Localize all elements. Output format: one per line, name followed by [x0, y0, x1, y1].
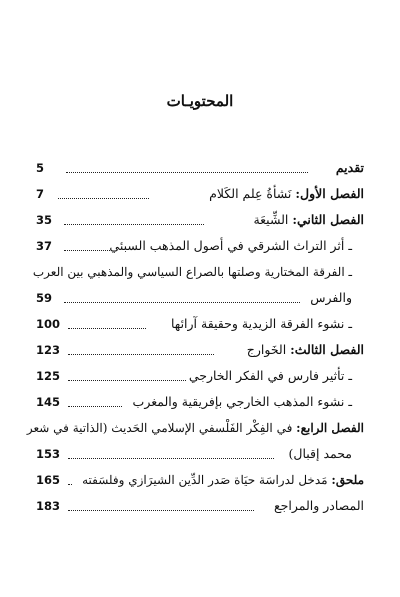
chapter-title: في الفِكْر الفَلْسفي الإسلامي الحَديث (الذاتية في شعر: [26, 421, 293, 435]
toc-page-number: 100: [36, 317, 61, 331]
toc-entry-label: المصادر والمراجع: [273, 498, 364, 513]
toc-page-number: 145: [36, 395, 61, 409]
page-title: المحتويـات: [166, 92, 234, 110]
toc-entry-label: [82, 470, 364, 490]
toc-page-number: 125: [36, 369, 61, 383]
toc-page-number: 123: [36, 343, 61, 357]
toc-entry: [36, 184, 364, 204]
leader-dots: [68, 328, 146, 329]
toc-entry-label: تقديم: [335, 160, 364, 175]
toc-page-number: 7: [36, 187, 45, 201]
toc-entry-label: [253, 210, 364, 230]
toc-entry: [36, 496, 364, 516]
leader-dots: [68, 354, 214, 355]
toc-page-number: 183: [36, 499, 61, 513]
toc-entry-label: محمد إقبال): [288, 446, 352, 461]
toc-page-number: 35: [36, 213, 53, 227]
toc-entry: [36, 236, 364, 256]
chapter-title: الخَوارج: [246, 342, 287, 357]
toc-entry-label: ـ الفرقة المختارية وصلتها بالصراع السياسي والمذهبي بين العرب: [32, 265, 352, 279]
chapter-heading: الفصل الرابع:: [296, 421, 364, 435]
leader-dots: [64, 302, 300, 303]
toc-entry: [36, 366, 364, 386]
toc-entry-label: ـ نشوء المذهب الخارجي بإفريقية والمغرب: [132, 394, 352, 409]
toc-page-number: 5: [36, 161, 45, 175]
chapter-title: نَشأةُ عِلم الكَلام: [209, 186, 292, 201]
toc-page-number: 37: [36, 239, 53, 253]
toc-list: [26, 0, 364, 597]
chapter-heading: الفصل الأول:: [295, 186, 364, 201]
toc-page-number: 153: [36, 447, 61, 461]
toc-entry-label: ـ أثر التراث الشرقي في أصول المذهب السبئي: [109, 238, 352, 253]
appendix-title: مَدخل لدراسَة حيَاة صَدر الدِّين الشيرَازي وفلسَفته: [82, 473, 328, 487]
toc-entry-label: [27, 418, 364, 438]
toc-page-number: 59: [36, 291, 53, 305]
leader-dots: [64, 224, 204, 225]
toc-entry: [26, 418, 364, 438]
toc-entry-label: [209, 184, 364, 204]
leader-dots: [68, 510, 254, 511]
leader-dots: [68, 458, 274, 459]
toc-entry-continued: [36, 444, 364, 464]
toc-entry-label: ـ تأثير فارس في الفكر الخارجي: [188, 368, 352, 383]
toc-entry: [36, 210, 364, 230]
toc-entry: [36, 392, 364, 412]
chapter-title: الشِّيعَة: [253, 212, 289, 227]
chapter-heading: الفصل الثالث:: [290, 342, 364, 357]
leader-dots: [58, 198, 149, 199]
toc-entry-label: [247, 340, 364, 360]
toc-entry-continued: [36, 288, 364, 308]
toc-page-number: 165: [36, 473, 61, 487]
toc-entry: [32, 262, 364, 282]
leader-dots: [64, 250, 112, 251]
chapter-heading: الفصل الثاني:: [292, 212, 364, 227]
toc-entry-label: ـ نشوء الفرقة الزيدية وحقيقة آرائها: [171, 316, 352, 331]
leader-dots: [68, 380, 186, 381]
toc-entry: [36, 158, 364, 178]
toc-entry: [36, 470, 364, 490]
leader-dots: [68, 484, 72, 485]
toc-entry: [36, 314, 364, 334]
toc-entry-label: والفرس: [310, 290, 352, 305]
appendix-heading: ملحق:: [331, 473, 364, 487]
leader-dots: [68, 406, 122, 407]
leader-dots: [66, 172, 308, 173]
toc-entry: [36, 340, 364, 360]
